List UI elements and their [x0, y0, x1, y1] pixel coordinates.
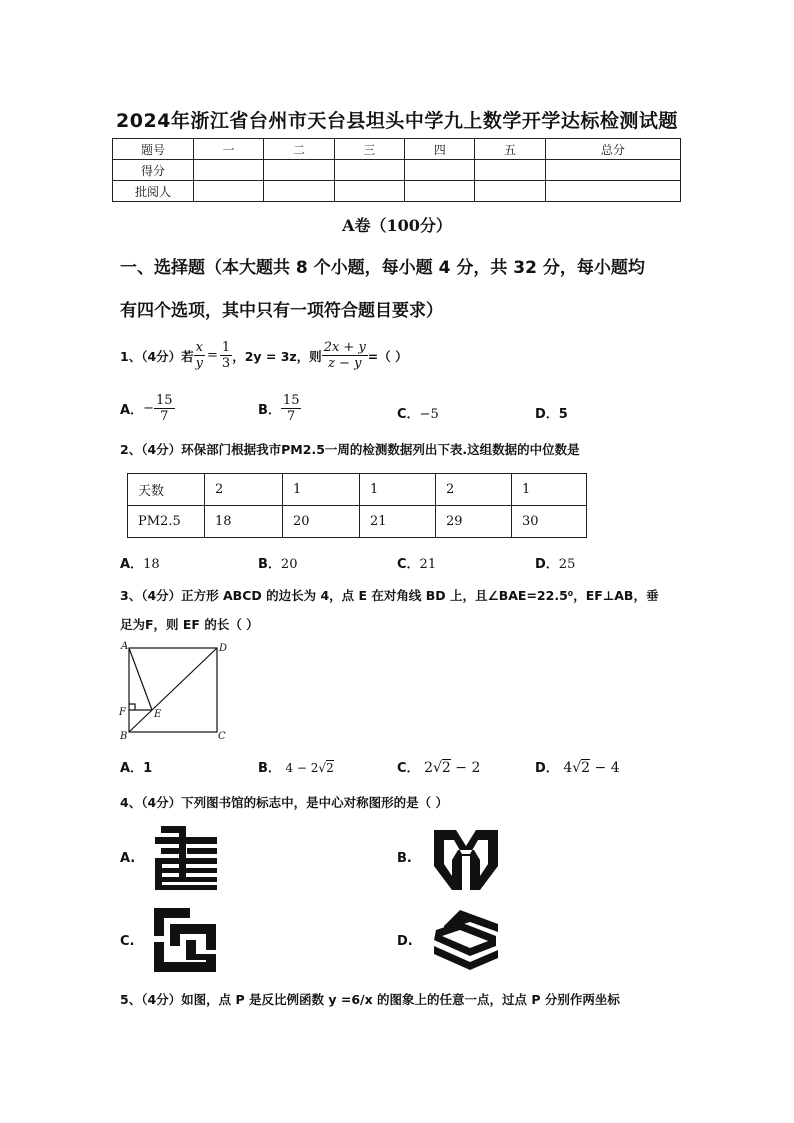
label-e: E — [154, 709, 162, 720]
table-cell: 20 — [283, 506, 360, 538]
table-cell — [545, 160, 680, 181]
q1-condition: ，2y = 3z，则 — [232, 348, 322, 364]
q1-prefix: 1、（4分）若 — [120, 348, 194, 364]
right-angle-mark — [129, 704, 135, 710]
table-cell: 1 — [512, 474, 587, 506]
volume-heading: A卷（100分） — [342, 216, 452, 235]
question-2: 2、（4分）环保部门根据我市PM2.5一周的检测数据列出下表.这组数据的中位数是 — [120, 442, 580, 457]
q4-option-d-label: D. — [397, 934, 413, 949]
question-5: 5、（4分）如图，点 P 是反比例函数 y =6/x 的图象上的任意一点，过点 P 分别作两坐标 — [120, 992, 620, 1007]
table-cell: 30 — [512, 506, 587, 538]
q2-option-d: D．25 — [535, 557, 576, 572]
segment-ae — [129, 648, 152, 710]
section-heading-line2: 有四个选项，其中只有一项符合题目要求） — [120, 301, 443, 321]
table-cell: 得分 — [113, 160, 194, 181]
q1-option-a: A． − $\frac{15}{7}$ — [120, 393, 173, 424]
table-cell: 18 — [205, 506, 283, 538]
table-cell — [264, 160, 334, 181]
diagonal-bd — [129, 648, 217, 732]
q3-option-d: D． 4√2 − 4 — [535, 760, 620, 776]
table-cell — [334, 181, 404, 202]
table-cell: 1 — [283, 474, 360, 506]
label-a: A — [121, 641, 129, 652]
table-cell — [334, 160, 404, 181]
library-logo-a — [153, 824, 223, 892]
table-cell — [194, 160, 264, 181]
table-cell: 1 — [360, 474, 436, 506]
label-f: F — [119, 707, 126, 718]
q1-option-d: D．5 — [535, 407, 568, 422]
table-row — [113, 160, 681, 181]
q2-option-c: C．21 — [397, 557, 437, 572]
table-cell: 29 — [436, 506, 512, 538]
table-row — [113, 181, 681, 202]
q1-fraction-one-third: $\frac{1}{3}$ — [221, 340, 231, 371]
table-cell: 三 — [334, 139, 404, 160]
table-cell: PM2.5 — [128, 506, 205, 538]
table-cell: 题号 — [113, 139, 194, 160]
table-row — [128, 506, 587, 538]
table-row — [113, 139, 681, 160]
section-heading-line1: 一、选择题（本大题共 8 个小题，每小题 4 分，共 32 分，每小题均 — [120, 258, 645, 278]
table-cell: 2 — [205, 474, 283, 506]
question-3-line1: 3、（4分）正方形 ABCD 的边长为 4，点 E 在对角线 BD 上，且∠BAE=22.5⁰，EF⊥AB，垂 — [120, 588, 659, 603]
q2-option-b: B．20 — [258, 557, 298, 572]
q4-option-a-label: A. — [120, 851, 136, 866]
page-title: 2024年浙江省台州市天台县坦头中学九上数学开学达标检测试题 — [116, 110, 678, 132]
library-logo-d — [430, 906, 502, 974]
table-cell: 天数 — [128, 474, 205, 506]
table-cell: 二 — [264, 139, 334, 160]
table-cell: 四 — [405, 139, 475, 160]
table-cell — [264, 181, 334, 202]
score-table — [112, 138, 681, 202]
q4-option-c-label: C. — [120, 934, 135, 949]
q1-option-c: C．−5 — [397, 407, 439, 422]
table-cell — [545, 181, 680, 202]
table-cell: 批阅人 — [113, 181, 194, 202]
table-cell: 2 — [436, 474, 512, 506]
label-c: C — [218, 731, 226, 742]
q2-option-a: A．18 — [120, 557, 160, 572]
table-cell — [194, 181, 264, 202]
q1-fraction-expression: $\frac{2x + y}{z - y}$ — [323, 340, 366, 371]
table-cell: 总分 — [545, 139, 680, 160]
library-logo-c — [150, 906, 222, 974]
q1-option-b: B． $\frac{15}{7}$ — [258, 393, 300, 424]
question-3-line2: 足为F，则 EF 的长（ ） — [120, 617, 259, 632]
q3-option-b: B． 4 − 2√2 — [258, 761, 334, 776]
table-cell — [405, 160, 475, 181]
table-cell: 五 — [475, 139, 545, 160]
table-cell: 一 — [194, 139, 264, 160]
table-cell — [475, 181, 545, 202]
q1-suffix: =（ ） — [367, 348, 408, 364]
label-d: D — [219, 643, 228, 654]
table-cell: 21 — [360, 506, 436, 538]
pm25-table — [127, 473, 587, 538]
question-1: 1、（4分）若 $\frac{x}{y}$ = $\frac{1}{3}$ ，2y = 3z，则 $\frac{2x + y}{z - y}$ =（ ） — [120, 340, 408, 371]
q1-fraction-x-over-y: $\frac{x}{y}$ — [195, 340, 203, 371]
q3-option-a: A．1 — [120, 761, 153, 776]
label-b: B — [120, 731, 128, 742]
q4-option-b-label: B. — [397, 851, 412, 866]
q3-option-c: C． 2√2 − 2 — [397, 760, 481, 776]
table-cell — [475, 160, 545, 181]
question-4: 4、（4分）下列图书馆的标志中，是中心对称图形的是（ ） — [120, 795, 448, 810]
square-abcd-figure — [114, 638, 234, 744]
table-cell — [405, 181, 475, 202]
library-logo-b — [430, 826, 502, 894]
table-row — [128, 474, 587, 506]
